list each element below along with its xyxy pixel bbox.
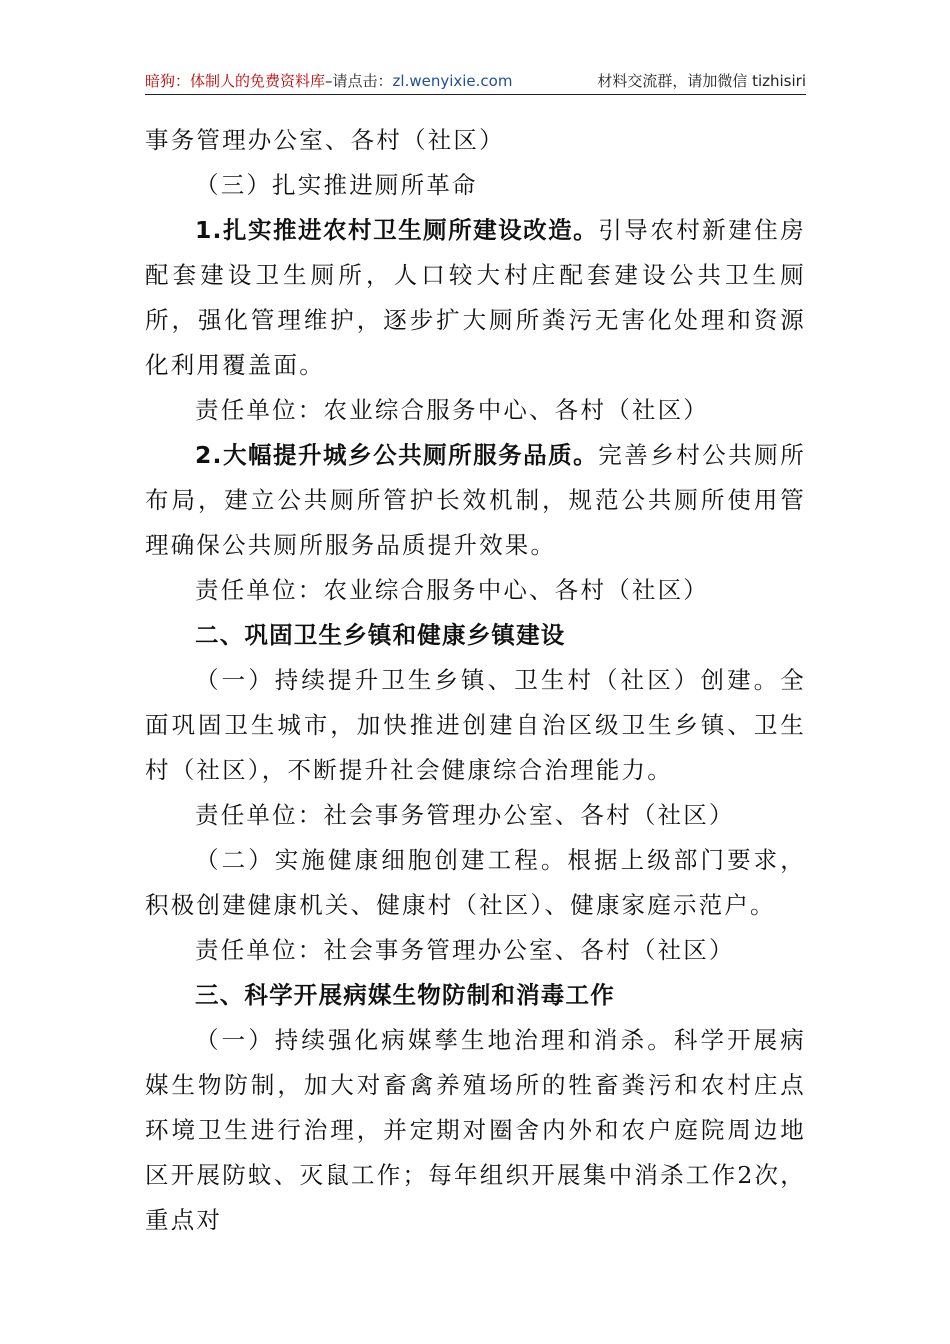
paragraph: （二）实施健康细胞创建工程。根据上级部门要求，积极创建健康机关、健康村（社区）、健康家庭示范户。 (145, 846, 806, 919)
subheading: （三）扎实推进厕所革命 (195, 171, 478, 199)
section-heading: 三、科学开展病媒生物防制和消毒工作 (195, 981, 615, 1009)
responsible-unit: 责任单位：社会事务管理办公室、各村（社区） (195, 936, 735, 964)
paragraph: 事务管理办公室、各村（社区） (145, 126, 505, 154)
header-divider (145, 94, 806, 95)
item-title: 1.扎实推进农村卫生厕所建设改造。 (195, 216, 599, 244)
header-prompt: –请点击： (325, 72, 393, 90)
responsible-unit: 责任单位：农业综合服务中心、各村（社区） (195, 576, 709, 604)
header-brand: 暗狗：体制人的免费资料库 (145, 72, 326, 90)
responsible-unit: 责任单位：社会事务管理办公室、各村（社区） (195, 801, 735, 829)
paragraph: 1.扎实推进农村卫生厕所建设改造。引导农村新建住房配套建设卫生厕所，人口较大村庄配套建设公共卫生厕所，强化管理维护，逐步扩大厕所粪污无害化处理和资源化利用覆盖面。 (145, 216, 806, 379)
responsible-unit: 责任单位：农业综合服务中心、各村（社区） (195, 396, 709, 424)
item-title: 2.大幅提升城乡公共厕所服务品质。 (195, 441, 599, 469)
paragraph: （一）持续提升卫生乡镇、卫生村（社区）创建。全面巩固卫生城市，加快推进创建自治区级卫生乡镇、卫生村（社区），不断提升社会健康综合治理能力。 (145, 666, 806, 784)
page-header (145, 68, 806, 94)
section-heading: 二、巩固卫生乡镇和健康乡镇建设 (195, 621, 566, 649)
header-url-link[interactable]: zl.wenyixie.com (392, 72, 513, 90)
header-contact: 材料交流群，请加微信 tizhisiri (597, 72, 806, 90)
paragraph: （一）持续强化病媒孳生地治理和消杀。科学开展病媒生物防制，加大对畜禽养殖场所的牲畜粪污和农村庄点环境卫生进行治理，并定期对圈舍内外和农户庭院周边地区开展防蚊、灭鼠工作；每年组织开展集中消杀工作2次，重点对 (145, 1026, 806, 1234)
document-body (145, 118, 806, 1243)
paragraph: 2.大幅提升城乡公共厕所服务品质。完善乡村公共厕所布局，建立公共厕所管护长效机制，规范公共厕所使用管理确保公共厕所服务品质提升效果。 (145, 441, 806, 559)
